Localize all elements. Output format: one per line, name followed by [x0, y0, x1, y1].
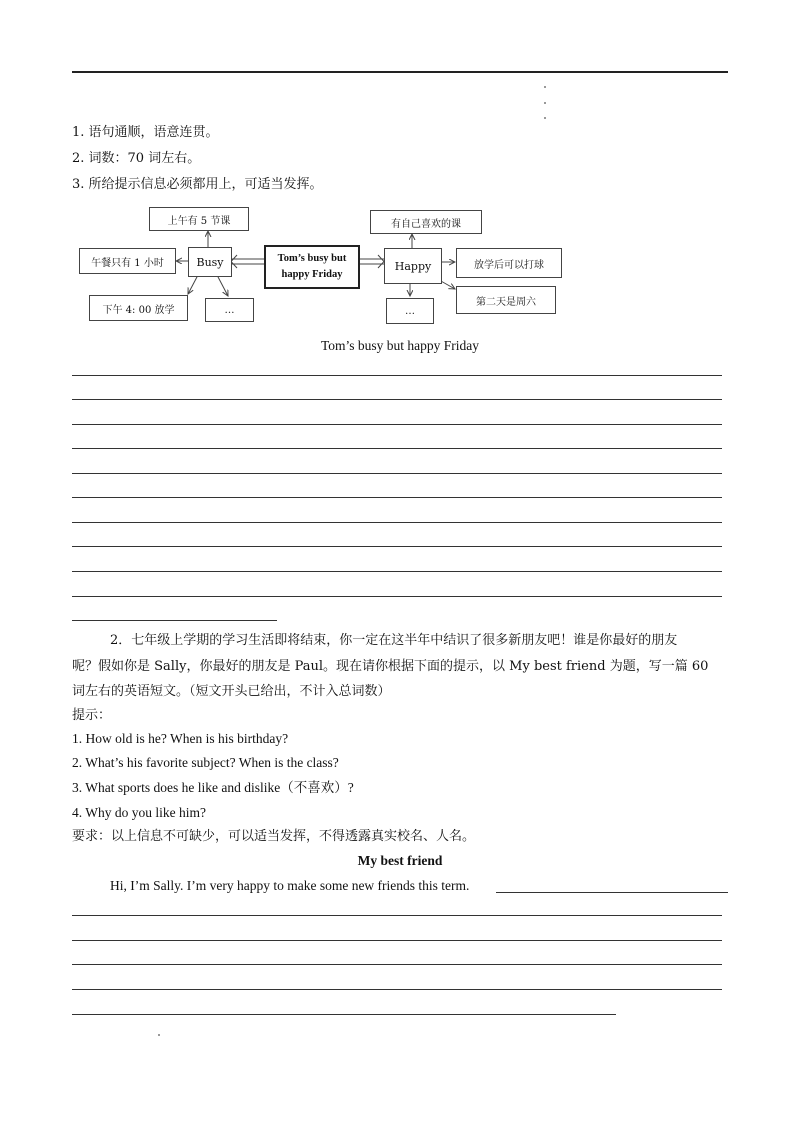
busy-item-left: 午餐只有 1 小时 [79, 248, 176, 274]
writing-line[interactable] [72, 989, 722, 990]
writing-line[interactable] [72, 596, 722, 597]
happy-node: Happy [384, 248, 442, 284]
busy-item-bottomleft: 下午 4: 00 放学 [89, 295, 188, 321]
arrow-busy-bottomleft [188, 275, 198, 294]
requirement-1: 1. 语句通顺，语意连贯。 [72, 125, 219, 140]
writing-line[interactable] [72, 424, 722, 425]
arrow-busy-bottom [217, 275, 228, 296]
task2-line1: 2．七年级上学期的学习生活即将结束，你一定在这半年中结识了很多新朋友吧！谁是你最好的朋友 [110, 633, 678, 648]
writing-line[interactable] [72, 375, 722, 376]
writing-line-short[interactable] [72, 620, 277, 621]
task2-line2: 呢？假如你是 Sally，你最好的朋友是 Paul。现在请你根据下面的提示，以 My best friend 为题，写一篇 60 [72, 659, 709, 674]
writing-line-last[interactable] [72, 1014, 616, 1015]
essay2-title: My best friend [357, 853, 443, 868]
hint-3: 3. What sports does he like and dislike（不喜欢）? [72, 780, 354, 795]
writing-line[interactable] [72, 546, 722, 547]
busy-item-top: 上午有 5 节课 [149, 207, 249, 231]
writing-line-first[interactable] [496, 892, 728, 893]
writing-line[interactable] [72, 571, 722, 572]
writing-line[interactable] [72, 473, 722, 474]
hint-1: 1. How old is he? When is his birthday? [72, 731, 289, 746]
center-topic-box [264, 245, 360, 289]
writing-line[interactable] [72, 915, 722, 916]
busy-node: Busy [188, 247, 232, 277]
happy-item-bottomright: 第二天是周六 [456, 286, 556, 314]
writing-line[interactable] [72, 522, 722, 523]
happy-item-top: 有自己喜欢的课 [370, 210, 482, 234]
task2-requirement: 要求：以上信息不可缺少，可以适当发挥，不得透露真实校名、人名。 [72, 829, 476, 844]
writing-line[interactable] [72, 399, 722, 400]
hint-4: 4. Why do you like him? [72, 805, 206, 820]
center-topic-line2: happy Friday [281, 269, 343, 280]
happy-item-bottom: … [386, 298, 434, 324]
writing-line[interactable] [72, 964, 722, 965]
mindmap-connectors [0, 0, 800, 340]
hint-label: 提示： [72, 708, 112, 723]
happy-item-right: 放学后可以打球 [456, 248, 562, 278]
essay2-opening: Hi, I’m Sally. I’m very happy to make some new friends this term. [110, 878, 470, 893]
busy-item-bottom: … [205, 298, 254, 322]
writing-line[interactable] [72, 497, 722, 498]
task2-line3: 词左右的英语短文。（短文开头已给出，不计入总词数） [72, 684, 391, 699]
writing-line[interactable] [72, 940, 722, 941]
requirement-2: 2. 词数：70 词左右。 [72, 151, 201, 166]
center-topic-line1: Tom’s busy but [277, 253, 347, 264]
scan-dot [158, 1034, 160, 1036]
essay1-title: Tom’s busy but happy Friday [320, 338, 480, 353]
hint-2: 2. What’s his favorite subject? When is the class? [72, 755, 339, 770]
requirement-3: 3. 所给提示信息必须都用上，可适当发挥。 [72, 177, 323, 192]
writing-line[interactable] [72, 448, 722, 449]
